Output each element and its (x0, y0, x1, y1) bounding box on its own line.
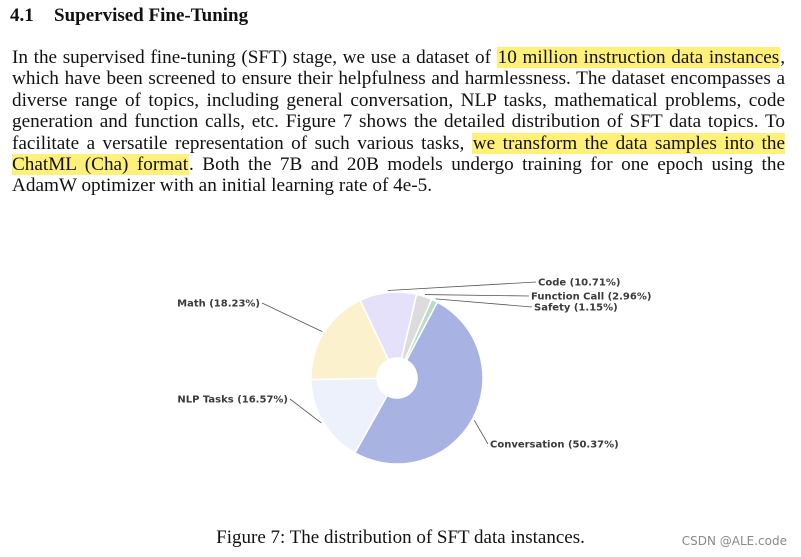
highlight-dataset-size: 10 million instruction data instances (497, 47, 780, 68)
sft-distribution-pie-chart (0, 260, 801, 480)
section-title: Supervised Fine-Tuning (54, 5, 249, 26)
paragraph-text-3: . Both the 7B and 20B models undergo training for one epoch using the AdamW optimizer with an initial learning rate of 4e-5. (12, 154, 785, 197)
paragraph-text-2: , which have been screened to ensure their helpfulness and harmlessness. The dataset encompasses a diverse range of topics, including general conversation, NLP tasks, mathematical problems, code generation and function calls, etc. Figure 7 shows the detailed distribution of SFT data topics. To facilitate a versatile representation of such various tasks, (12, 47, 785, 154)
leader-line-safety (435, 299, 532, 307)
pie-label-function-call: Function Call (2.96%) (531, 291, 652, 303)
pie-label-nlp-tasks: NLP Tasks (16.57%) (177, 394, 288, 406)
pie-label-code: Code (10.71%) (538, 277, 621, 289)
section-heading (10, 4, 248, 28)
watermark: CSDN @ALE.code (681, 534, 787, 548)
pie-label-conversation: Conversation (50.37%) (490, 439, 619, 451)
paragraph-text-1: In the supervised fine-tuning (SFT) stage, we use a dataset of (12, 47, 497, 68)
figure-caption: Figure 7: The distribution of SFT data instances. (216, 527, 585, 548)
highlight-chatml: we transform the data samples into the ChatML (Cha) format (12, 132, 785, 176)
leader-line-function-call (425, 295, 529, 296)
pie-label-safety: Safety (1.15%) (534, 302, 618, 314)
section-number: 4.1 (10, 5, 34, 26)
body-paragraph (12, 47, 785, 197)
leader-line-conversation (474, 420, 488, 444)
pie-label-math: Math (18.23%) (177, 298, 260, 310)
leader-line-code (388, 282, 536, 290)
leader-line-math (262, 303, 322, 332)
